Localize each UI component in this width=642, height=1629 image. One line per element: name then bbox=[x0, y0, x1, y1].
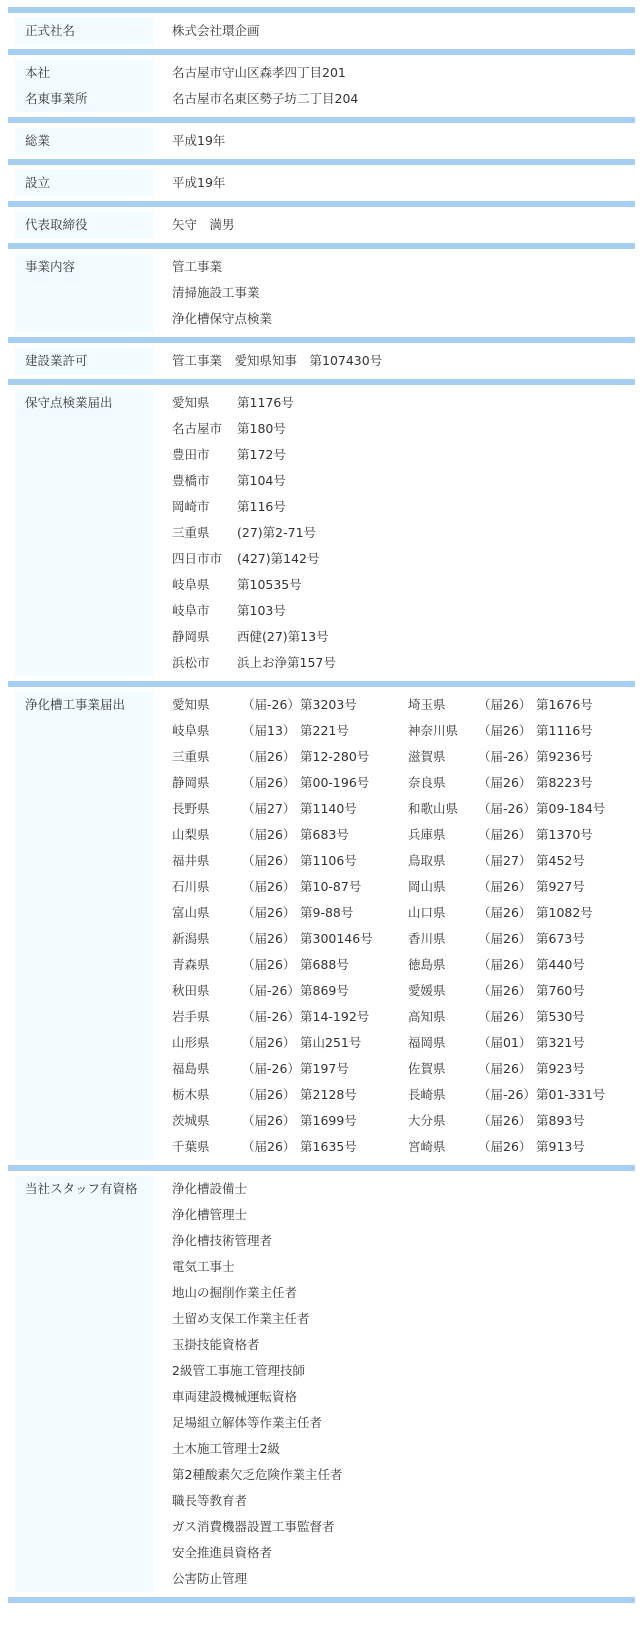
registration-code: （届26） bbox=[478, 957, 532, 972]
row-label: 建設業許可 bbox=[15, 348, 153, 374]
row-staff-qualifications bbox=[8, 1171, 635, 1597]
table-row bbox=[172, 1004, 642, 1030]
row-maintenance-registration bbox=[8, 385, 635, 681]
registration-number: 第116号 bbox=[237, 499, 286, 514]
prefecture-name: 長崎県 bbox=[408, 1087, 446, 1102]
list-item: 車両建設機械運転資格 bbox=[172, 1389, 298, 1404]
prefecture-name: 静岡県 bbox=[172, 775, 210, 790]
registration-code: （届26） bbox=[242, 931, 296, 946]
registration-number: 第14-192号 bbox=[300, 1009, 370, 1024]
table-cell bbox=[172, 1108, 408, 1134]
authority-name: 浜松市 bbox=[172, 655, 210, 670]
table-row bbox=[172, 1030, 642, 1056]
table-cell bbox=[408, 952, 642, 978]
registration-code: （届26） bbox=[242, 905, 296, 920]
row-value bbox=[153, 692, 642, 1160]
list-item bbox=[172, 468, 630, 494]
prefecture-name: 兵庫県 bbox=[408, 827, 446, 842]
row-label: 保守点検業届出 bbox=[15, 390, 153, 676]
row-value: 平成19年 bbox=[172, 175, 226, 190]
table-cell bbox=[408, 978, 642, 1004]
list-item bbox=[172, 546, 630, 572]
row-value: 管工事業 清掃施設工事業 浄化槽保守点検業 bbox=[172, 259, 273, 326]
list-item: 浄化槽設備士 bbox=[172, 1181, 248, 1196]
table-row bbox=[172, 1056, 642, 1082]
table-cell bbox=[408, 1030, 642, 1056]
prefecture-name: 大分県 bbox=[408, 1113, 446, 1128]
prefecture-name: 茨城県 bbox=[172, 1113, 210, 1128]
table-row bbox=[172, 900, 642, 926]
prefecture-name: 新潟県 bbox=[172, 931, 210, 946]
prefecture-name: 秋田県 bbox=[172, 983, 210, 998]
registration-number: 第山251号 bbox=[300, 1035, 362, 1050]
authority-name: 愛知県 bbox=[172, 395, 210, 410]
authority-name: 静岡県 bbox=[172, 629, 210, 644]
registration-number: 第913号 bbox=[536, 1139, 585, 1154]
table-row bbox=[172, 822, 642, 848]
table-row bbox=[172, 952, 642, 978]
registration-number: 第1676号 bbox=[536, 697, 593, 712]
table-cell bbox=[408, 900, 642, 926]
list-item: 土木施工管理士2級 bbox=[172, 1441, 280, 1456]
list-item bbox=[172, 494, 630, 520]
table-cell bbox=[408, 1082, 642, 1108]
authority-name: 四日市市 bbox=[172, 551, 223, 566]
table-cell bbox=[172, 796, 408, 822]
registration-code: （届26） bbox=[478, 697, 532, 712]
row-value: 矢守 満男 bbox=[172, 217, 235, 232]
registration-code: （届26） bbox=[478, 775, 532, 790]
company-profile-table bbox=[8, 7, 635, 1603]
list-item: 土留め支保工作業主任者 bbox=[172, 1311, 310, 1326]
table-cell bbox=[408, 1108, 642, 1134]
table-cell bbox=[408, 874, 642, 900]
table-cell bbox=[172, 744, 408, 770]
row-offices bbox=[8, 55, 635, 117]
row-value bbox=[153, 1176, 630, 1592]
prefecture-name: 和歌山県 bbox=[408, 801, 459, 816]
list-item bbox=[172, 390, 630, 416]
registration-code: （届27） bbox=[478, 853, 532, 868]
list-item: 浄化槽技術管理者 bbox=[172, 1233, 273, 1248]
table-cell bbox=[172, 1030, 408, 1056]
list-item bbox=[172, 650, 630, 676]
registration-number: (427)第142号 bbox=[237, 551, 320, 566]
registration-code: （届26） bbox=[242, 827, 296, 842]
registration-code: （届26） bbox=[478, 1009, 532, 1024]
prefecture-name: 奈良県 bbox=[408, 775, 446, 790]
registration-number: 第1082号 bbox=[536, 905, 593, 920]
registration-code: （届26） bbox=[242, 1113, 296, 1128]
registration-number: 第9236号 bbox=[536, 749, 593, 764]
list-item: 第2種酸素欠乏危険作業主任者 bbox=[172, 1467, 343, 1482]
registration-code: （届-26） bbox=[242, 697, 300, 712]
table-row bbox=[172, 926, 642, 952]
registration-number: 第01-331号 bbox=[536, 1087, 606, 1102]
table-cell bbox=[172, 848, 408, 874]
row-label: 当社スタッフ有資格 bbox=[15, 1176, 153, 1592]
list-item: 電気工事士 bbox=[172, 1259, 235, 1274]
registration-code: （届26） bbox=[478, 1113, 532, 1128]
divider bbox=[8, 1597, 635, 1603]
table-cell bbox=[172, 1056, 408, 1082]
registration-code: （届13） bbox=[242, 723, 296, 738]
registration-number: 第1635号 bbox=[300, 1139, 357, 1154]
registration-number: 第172号 bbox=[237, 447, 286, 462]
prefecture-name: 岐阜県 bbox=[172, 723, 210, 738]
prefecture-name: 徳島県 bbox=[408, 957, 446, 972]
authority-name: 岡崎市 bbox=[172, 499, 210, 514]
prefecture-name: 千葉県 bbox=[172, 1139, 210, 1154]
registration-number: 第180号 bbox=[237, 421, 286, 436]
registration-number: 第197号 bbox=[300, 1061, 349, 1076]
list-item: 公害防止管理 bbox=[172, 1571, 248, 1586]
prefecture-name: 福島県 bbox=[172, 1061, 210, 1076]
registration-code: （届26） bbox=[242, 957, 296, 972]
row-value: 平成19年 bbox=[172, 133, 226, 148]
table-row bbox=[172, 1134, 642, 1160]
table-cell bbox=[172, 1134, 408, 1160]
list-item: 浄化槽管理士 bbox=[172, 1207, 248, 1222]
registration-number: 第221号 bbox=[300, 723, 349, 738]
registration-number: 第12-280号 bbox=[300, 749, 370, 764]
row-label: 本社 名東事業所 bbox=[15, 60, 153, 112]
list-item: 2級管工事施工管理技師 bbox=[172, 1363, 305, 1378]
row-value: 株式会社環企画 bbox=[172, 23, 260, 38]
registration-number: 第688号 bbox=[300, 957, 349, 972]
prefecture-name: 神奈川県 bbox=[408, 723, 459, 738]
registration-number: 第760号 bbox=[536, 983, 585, 998]
list-item bbox=[172, 572, 630, 598]
list-item bbox=[172, 598, 630, 624]
prefecture-name: 三重県 bbox=[172, 749, 210, 764]
table-row bbox=[172, 978, 642, 1004]
registration-number: 第3203号 bbox=[300, 697, 357, 712]
registration-number: 第869号 bbox=[300, 983, 349, 998]
list-item: 職長等教育者 bbox=[172, 1493, 248, 1508]
registration-number: 第927号 bbox=[536, 879, 585, 894]
prefecture-name: 鳥取県 bbox=[408, 853, 446, 868]
registration-code: （届-26） bbox=[478, 1087, 536, 1102]
registration-code: （届01） bbox=[478, 1035, 532, 1050]
table-cell bbox=[408, 770, 642, 796]
prefecture-name: 愛媛県 bbox=[408, 983, 446, 998]
table-cell bbox=[408, 1134, 642, 1160]
registration-code: （届26） bbox=[478, 1139, 532, 1154]
table-row bbox=[172, 874, 642, 900]
prefecture-name: 山形県 bbox=[172, 1035, 210, 1050]
row-septic-construction-registration bbox=[8, 687, 635, 1165]
row-label: 正式社名 bbox=[15, 18, 153, 44]
table-cell bbox=[408, 848, 642, 874]
table-cell bbox=[172, 900, 408, 926]
row-business bbox=[8, 249, 635, 337]
registration-code: （届26） bbox=[478, 905, 532, 920]
table-row bbox=[172, 796, 642, 822]
authority-name: 名古屋市 bbox=[172, 421, 223, 436]
prefecture-name: 石川県 bbox=[172, 879, 210, 894]
registration-code: （届26） bbox=[242, 1087, 296, 1102]
table-cell bbox=[172, 874, 408, 900]
registration-code: （届-26） bbox=[478, 749, 536, 764]
registration-code: （届26） bbox=[242, 1139, 296, 1154]
table-row bbox=[172, 770, 642, 796]
table-cell bbox=[408, 1004, 642, 1030]
registration-number: 第1106号 bbox=[300, 853, 357, 868]
table-cell bbox=[408, 926, 642, 952]
table-cell bbox=[408, 692, 642, 718]
prefecture-name: 宮崎県 bbox=[408, 1139, 446, 1154]
prefecture-name: 滋賀県 bbox=[408, 749, 446, 764]
table-cell bbox=[172, 926, 408, 952]
row-established bbox=[8, 165, 635, 201]
row-label: 事業内容 bbox=[15, 254, 153, 332]
table-cell bbox=[172, 952, 408, 978]
table-cell bbox=[172, 718, 408, 744]
prefecture-name: 香川県 bbox=[408, 931, 446, 946]
prefecture-name: 福岡県 bbox=[408, 1035, 446, 1050]
row-value: 名古屋市守山区森孝四丁目201 名古屋市名東区勢子坊二丁目204 bbox=[172, 65, 359, 106]
registration-code: （届27） bbox=[242, 801, 296, 816]
authority-name: 岐阜県 bbox=[172, 577, 210, 592]
list-item bbox=[172, 442, 630, 468]
list-item: 玉掛技能資格者 bbox=[172, 1337, 260, 1352]
row-value bbox=[153, 390, 630, 676]
registration-code: （届-26） bbox=[242, 983, 300, 998]
row-value: 管工事業 愛知県知事 第107430号 bbox=[172, 353, 383, 368]
registration-number: 第10535号 bbox=[237, 577, 302, 592]
authority-name: 三重県 bbox=[172, 525, 210, 540]
registration-number: 第530号 bbox=[536, 1009, 585, 1024]
table-cell bbox=[408, 1056, 642, 1082]
prefecture-name: 長野県 bbox=[172, 801, 210, 816]
registration-number: 第300146号 bbox=[300, 931, 373, 946]
list-item bbox=[172, 520, 630, 546]
prefecture-name: 岡山県 bbox=[408, 879, 446, 894]
table-row bbox=[172, 1108, 642, 1134]
prefecture-name: 山口県 bbox=[408, 905, 446, 920]
registration-code: （届26） bbox=[242, 749, 296, 764]
authority-name: 豊橋市 bbox=[172, 473, 210, 488]
prefecture-name: 愛知県 bbox=[172, 697, 210, 712]
registration-number: 第10-87号 bbox=[300, 879, 362, 894]
row-company-name bbox=[8, 13, 635, 49]
registration-number: 第09-184号 bbox=[536, 801, 606, 816]
table-cell bbox=[172, 1082, 408, 1108]
table-cell bbox=[172, 1004, 408, 1030]
registration-code: （届26） bbox=[242, 775, 296, 790]
row-label: 総業 bbox=[15, 128, 153, 154]
registration-number: 第00-196号 bbox=[300, 775, 370, 790]
authority-name: 岐阜市 bbox=[172, 603, 210, 618]
registration-number: 第1699号 bbox=[300, 1113, 357, 1128]
row-founded bbox=[8, 123, 635, 159]
registration-code: （届26） bbox=[478, 879, 532, 894]
prefecture-name: 岩手県 bbox=[172, 1009, 210, 1024]
prefecture-name: 福井県 bbox=[172, 853, 210, 868]
registration-code: （届26） bbox=[242, 1035, 296, 1050]
registration-code: （届26） bbox=[242, 879, 296, 894]
table-cell bbox=[408, 822, 642, 848]
registration-number: (27)第2-71号 bbox=[237, 525, 317, 540]
list-item: 足場組立解体等作業主任者 bbox=[172, 1415, 323, 1430]
registration-code: （届-26） bbox=[478, 801, 536, 816]
table-cell bbox=[172, 822, 408, 848]
registration-code: （届26） bbox=[478, 931, 532, 946]
list-item: ガス消費機器設置工事監督者 bbox=[172, 1519, 335, 1534]
registration-number: 第321号 bbox=[536, 1035, 585, 1050]
registration-number: 第923号 bbox=[536, 1061, 585, 1076]
registration-number: 第8223号 bbox=[536, 775, 593, 790]
registration-number: 第103号 bbox=[237, 603, 286, 618]
table-row bbox=[172, 848, 642, 874]
list-item: 地山の掘削作業主任者 bbox=[172, 1285, 298, 1300]
table-cell bbox=[408, 744, 642, 770]
row-label: 設立 bbox=[15, 170, 153, 196]
table-row bbox=[172, 692, 642, 718]
registration-number: 浜上お浄第157号 bbox=[237, 655, 336, 670]
registration-code: （届26） bbox=[478, 827, 532, 842]
registration-number: 第440号 bbox=[536, 957, 585, 972]
row-label: 浄化槽工事業届出 bbox=[15, 692, 153, 1160]
prefecture-name: 青森県 bbox=[172, 957, 210, 972]
registration-code: （届26） bbox=[478, 1061, 532, 1076]
table-row bbox=[172, 718, 642, 744]
row-label: 代表取締役 bbox=[15, 212, 153, 238]
registration-number: 第683号 bbox=[300, 827, 349, 842]
registration-number: 第2128号 bbox=[300, 1087, 357, 1102]
registration-number: 第9-88号 bbox=[300, 905, 354, 920]
list-item bbox=[172, 416, 630, 442]
list-item bbox=[172, 624, 630, 650]
table-cell bbox=[172, 770, 408, 796]
registration-number: 第452号 bbox=[536, 853, 585, 868]
authority-name: 豊田市 bbox=[172, 447, 210, 462]
prefecture-name: 栃木県 bbox=[172, 1087, 210, 1102]
table-row bbox=[172, 1082, 642, 1108]
prefecture-name: 佐賀県 bbox=[408, 1061, 446, 1076]
table-cell bbox=[408, 718, 642, 744]
prefecture-name: 高知県 bbox=[408, 1009, 446, 1024]
registration-number: 西健(27)第13号 bbox=[237, 629, 329, 644]
registration-number: 第673号 bbox=[536, 931, 585, 946]
table-cell bbox=[408, 796, 642, 822]
registration-number: 第893号 bbox=[536, 1113, 585, 1128]
table-cell bbox=[172, 978, 408, 1004]
list-item: 安全推進員資格者 bbox=[172, 1545, 273, 1560]
registration-number: 第1176号 bbox=[237, 395, 294, 410]
registration-code: （届26） bbox=[478, 723, 532, 738]
registration-code: （届-26） bbox=[242, 1061, 300, 1076]
registration-code: （届26） bbox=[242, 853, 296, 868]
prefecture-name: 山梨県 bbox=[172, 827, 210, 842]
table-row bbox=[172, 744, 642, 770]
prefecture-name: 富山県 bbox=[172, 905, 210, 920]
registration-code: （届26） bbox=[478, 983, 532, 998]
registration-number: 第104号 bbox=[237, 473, 286, 488]
table-cell bbox=[172, 692, 408, 718]
registration-code: （届-26） bbox=[242, 1009, 300, 1024]
registration-number: 第1370号 bbox=[536, 827, 593, 842]
prefecture-name: 埼玉県 bbox=[408, 697, 446, 712]
row-representative bbox=[8, 207, 635, 243]
registration-number: 第1140号 bbox=[300, 801, 357, 816]
row-license bbox=[8, 343, 635, 379]
registration-number: 第1116号 bbox=[536, 723, 593, 738]
